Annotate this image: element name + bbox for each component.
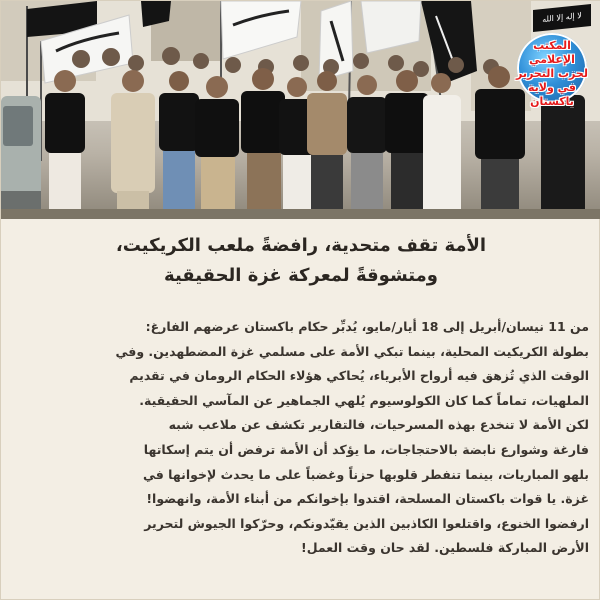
article-title: [31, 231, 571, 291]
body-line: الوقت الذي تُزهق فيه أرواح الأبرياء، يُحاكي هؤلاء الحكام الرومان في تقديم: [129, 368, 589, 384]
car: [1, 96, 41, 219]
body-line: ارفضوا الخنوع، واقتلعوا الكاذبين الذين يقيّدونكم، وحرّكوا الجيوش لتحرير: [144, 515, 589, 531]
logo-line-2: لحزب التحرير: [516, 67, 588, 80]
title-line-1: الأمة تقف متحدية، رافضةً ملعب الكريكيت،: [115, 235, 487, 256]
body-line: لكن الأمة لا تنخدع بهذه المسرحيات، فالتقارير تكشف عن ملاعب شبه: [168, 417, 589, 433]
body-line: الملهيات، تماماً كما كان الكولوسيوم يُلهي الجماهير عن المآسي الحقيقية.: [139, 392, 589, 408]
body-line: بلهو المباريات، بينما تنفطر قلوبها حزناً وغضباً على ما يحدث لإخوانها في: [143, 466, 589, 482]
ground: [1, 209, 600, 219]
body-line: فارغة وشوارع نابضة بالاحتجاجات، ما يؤكد أن الأمة ترفض أن يتم إسكاتها: [143, 441, 589, 457]
body-line: من 11 نيسان/أبريل إلى 18 أيار/مايو، يُدبِّر حكام باكستان عرضهم الفارغ:: [145, 319, 589, 334]
body-line: الأرض المباركة فلسطين. لقد حان وقت العمل!: [301, 540, 589, 556]
protester-3: [159, 71, 199, 219]
body-line: غزة. يا قوات باكستان المسلحة، اقتدوا بإخوانكم من أبناء الأمة، وانهضوا!: [146, 491, 589, 507]
protester-7: [307, 71, 347, 219]
media-office-logo: [509, 7, 595, 107]
article-body: [13, 315, 589, 561]
protest-photo: [1, 1, 600, 219]
logo-text: [511, 39, 593, 109]
title-line-2: ومتشوقةً لمعركة غزة الحقيقية: [164, 265, 438, 286]
logo-flag-text: لا إله إلا الله: [542, 10, 582, 25]
logo-line-1: المكتب الإعلامي: [529, 39, 575, 66]
body-line: بطولة الكريكيت المحلية، بينما تبكي الأمة على مسلمي غزة المضطهدين. وفي: [115, 343, 589, 359]
logo-line-3: في ولاية باكستان: [528, 81, 576, 108]
logo-flag: [533, 4, 591, 32]
